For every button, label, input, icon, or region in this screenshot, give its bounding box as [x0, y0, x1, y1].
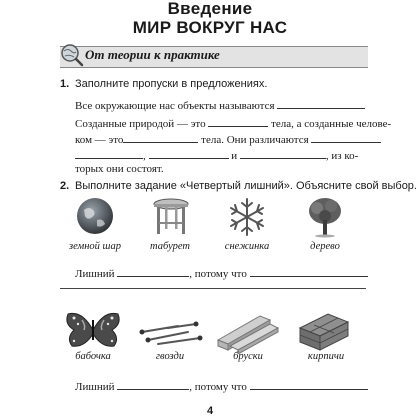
task-1-line-4: [75, 147, 358, 162]
task-1-number: 1.: [60, 78, 70, 90]
because-label: , потому что: [189, 268, 247, 280]
extra-label: Лишний: [75, 381, 115, 393]
task-1-text: торых они состоят.: [75, 163, 164, 175]
picture-caption: гвозди: [155, 351, 185, 362]
blank-field[interactable]: [149, 147, 229, 159]
because-label: , потому что: [189, 381, 247, 393]
task-2-number: 2.: [60, 180, 70, 192]
task-1-line-3: [75, 131, 381, 146]
bricks-picture: [296, 306, 352, 354]
picture-caption: табурет: [150, 241, 190, 252]
task-2-instruction: Выполните задание «Четвертый лишний». Объясните свой выбор.: [75, 180, 417, 192]
section-title: Введение: [167, 0, 253, 18]
task-1-text: , из ко-: [325, 150, 359, 162]
task-1-text: Созданные природой — это: [75, 118, 206, 130]
task-1-text: ,: [143, 150, 146, 162]
picture-caption: бруски: [233, 351, 263, 362]
blank-field[interactable]: [117, 378, 189, 390]
extra-label: Лишний: [75, 268, 115, 280]
task-1-text: тела. Они различаются: [201, 134, 309, 146]
banner-title: От теории к практике: [85, 47, 220, 62]
task-1-text: тела, а созданные челове-: [271, 118, 392, 130]
magnifier-globe-icon: [58, 42, 84, 68]
answer-line-1: [75, 265, 368, 280]
stool-picture: [150, 196, 192, 236]
tree-picture: [305, 196, 345, 238]
blank-field[interactable]: [208, 115, 268, 127]
task-1-text: Все окружающие нас объекты называются: [75, 100, 275, 112]
answer-line-2: [75, 378, 368, 393]
blank-field[interactable]: [250, 378, 368, 390]
blank-field[interactable]: [277, 97, 365, 109]
blank-field[interactable]: [311, 131, 381, 143]
globe-picture: [75, 196, 115, 236]
blank-field[interactable]: [240, 147, 326, 159]
picture-caption: земной шар: [69, 241, 121, 252]
task-1-text: ком — это: [75, 134, 124, 146]
picture-caption: дерево: [310, 241, 340, 252]
blank-field[interactable]: [117, 265, 189, 277]
nails-picture: [138, 318, 204, 348]
page-title: МИР ВОКРУГ НАС: [132, 18, 288, 37]
task-1-line-1: [75, 97, 365, 112]
blank-field[interactable]: [75, 147, 143, 159]
blank-field[interactable]: [250, 265, 368, 277]
picture-caption: кирпичи: [307, 351, 345, 362]
answer-rule[interactable]: [60, 288, 366, 289]
task-1-line-5: [75, 163, 164, 175]
task-1-line-2: [75, 115, 391, 130]
bars-picture: [214, 310, 280, 354]
page-number: 4: [206, 405, 214, 417]
task-1-instruction: Заполните пропуски в предложениях.: [75, 78, 268, 90]
butterfly-picture: [64, 308, 122, 352]
picture-caption: снежинка: [224, 241, 270, 252]
blank-field[interactable]: [123, 131, 198, 143]
snowflake-picture: [226, 196, 268, 238]
task-1-text: и: [231, 150, 238, 162]
picture-caption: бабочка: [75, 351, 111, 362]
